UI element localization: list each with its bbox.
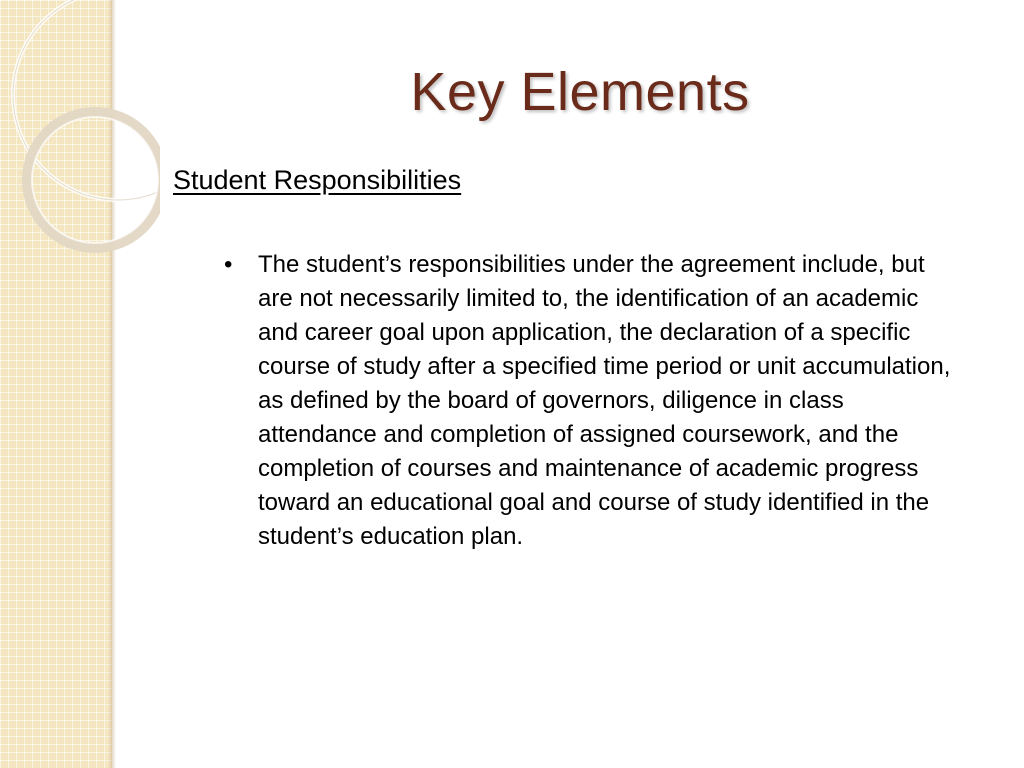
- deco-circle-small-highlight: [32, 117, 158, 243]
- bullet-list: [222, 248, 962, 554]
- slide-title: Key Elements: [410, 62, 750, 122]
- bullet-text: The student’s responsibilities under the agreement include, but are not necessarily limited to, the identification of an academic and career goal upon application, the declaration of a specific course of study after a specified time period or unit accumulation, as defined by the board of governors, diligence in class attendance and completion of assigned coursework, and the completion of courses and maintenance of academic progress toward an educational goal and course of study identified in the student’s education plan.: [258, 251, 951, 550]
- bullet-item: [222, 248, 962, 554]
- deco-circle-small: [27, 112, 160, 248]
- bullet-dot-icon: •: [224, 251, 233, 278]
- decorative-circles-icon: [0, 0, 160, 300]
- section-subheading: Student Responsibilities: [173, 165, 462, 195]
- deco-circle-large-shadow: [13, 0, 160, 200]
